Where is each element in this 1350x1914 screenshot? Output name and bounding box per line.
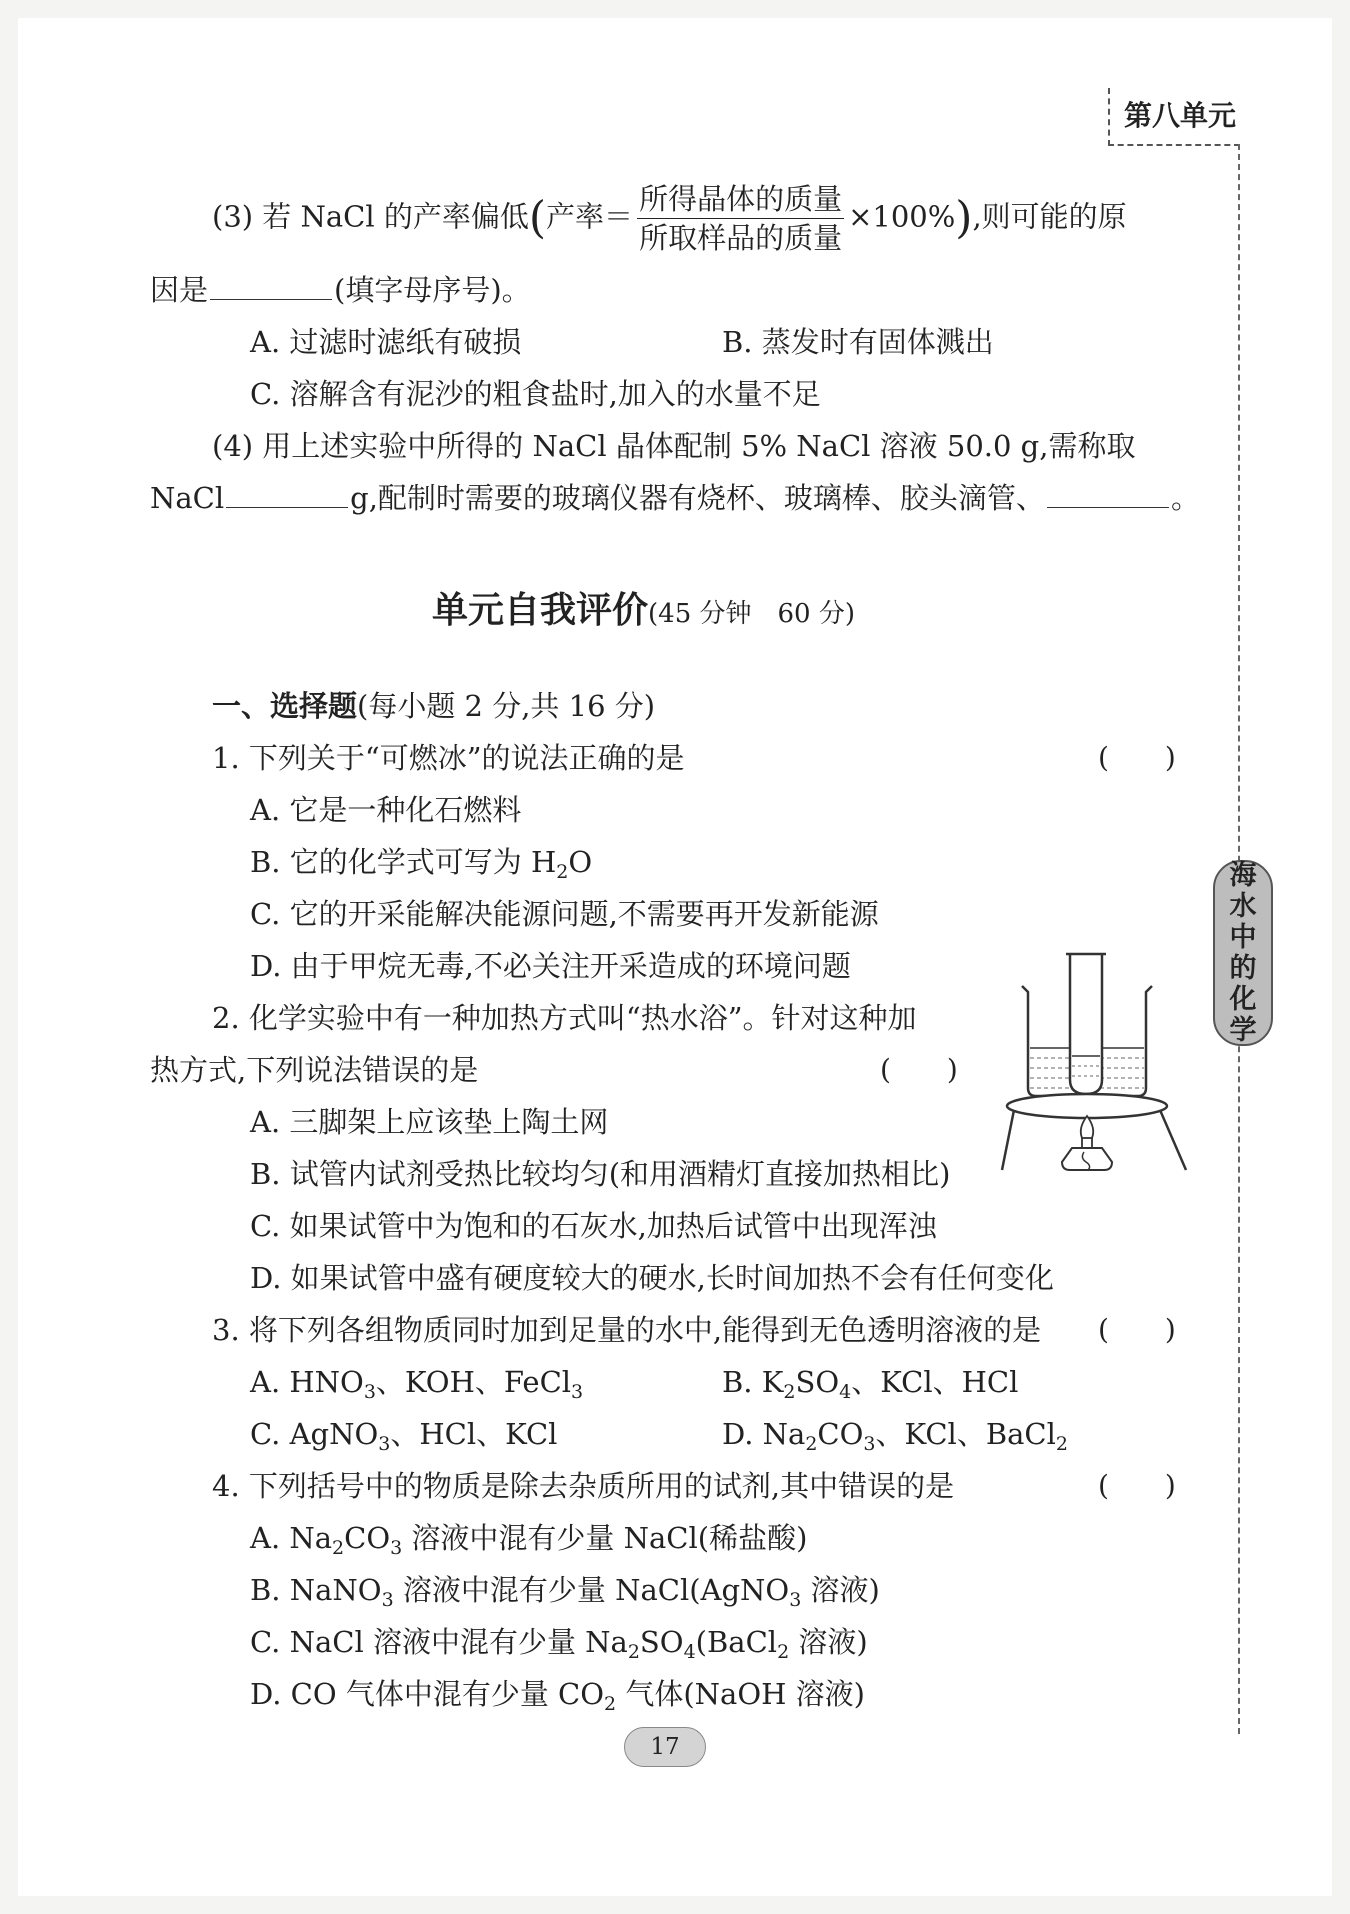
subscript: 2 [783, 1381, 796, 1403]
answer-bracket[interactable]: ( ) [1098, 1313, 1176, 1346]
q3-option-a: A. 过滤时滤纸有破损 [250, 325, 522, 359]
q1-option-c: C. 它的开采能解决能源问题,不需要再开发新能源 [250, 897, 879, 931]
q3-line2-prefix: 因是 [150, 273, 209, 307]
q3-line1 [212, 180, 1127, 257]
subscript: 3 [863, 1433, 876, 1455]
formula-part: 溶液) [801, 1573, 880, 1607]
subscript: 3 [378, 1433, 391, 1455]
side-tab-char: 学 [1229, 1015, 1257, 1046]
answer-bracket[interactable]: ( ) [1098, 741, 1176, 774]
page-number: 17 [624, 1727, 706, 1767]
subscript: 2 [332, 1537, 345, 1559]
formula-part: C. AgNO [250, 1417, 379, 1451]
q4-line2-middle: g,配制时需要的玻璃仪器有烧杯、玻璃棒、胶头滴管、 [350, 481, 1045, 515]
fraction-numerator: 所得晶体的质量 [637, 180, 844, 219]
yield-fraction [637, 180, 844, 257]
q4-line2 [150, 478, 1200, 518]
q3-line2-suffix: (填字母序号)。 [334, 273, 531, 307]
answer-blank[interactable] [210, 273, 332, 300]
q3mc-stem: 3. 将下列各组物质同时加到足量的水中,能得到无色透明溶液的是 [212, 1313, 1042, 1347]
side-tab-char: 海 [1229, 860, 1257, 891]
side-tab-char: 化 [1229, 984, 1257, 1015]
q3-option-b: B. 蒸发时有固体溅出 [722, 325, 994, 359]
section-title: 单元自我评价 [432, 590, 649, 631]
part1-title-text: 一、选择题 [212, 689, 358, 723]
subscript: 2 [777, 1641, 790, 1663]
q2-option-c: C. 如果试管中为饱和的石灰水,加热后试管中出现浑浊 [250, 1209, 937, 1243]
q2-stem-line2: 热方式,下列说法错误的是 [150, 1053, 479, 1087]
q4mc-option-a [250, 1518, 807, 1558]
subscript: 3 [390, 1537, 403, 1559]
subscript: 4 [839, 1381, 852, 1403]
q3-paren-open: ( [528, 192, 547, 244]
formula-part: B. NaNO [250, 1573, 382, 1607]
answer-bracket[interactable]: ( ) [880, 1053, 958, 1086]
q1-stem: 1. 下列关于“可燃冰”的说法正确的是 [212, 741, 685, 775]
q3-times: ×100% [848, 199, 956, 234]
q1-b-suffix: O [568, 845, 593, 879]
formula-part: (BaCl [695, 1625, 778, 1659]
q2-stem-line1: 2. 化学实验中有一种加热方式叫“热水浴”。针对这种加 [212, 1001, 917, 1035]
subscript: 3 [381, 1589, 394, 1611]
q3-paren-close: ) [955, 192, 973, 244]
formula-part: 、KCl、HCl [851, 1365, 1019, 1399]
part1-title [212, 686, 655, 726]
q3-option-c: C. 溶解含有泥沙的粗食盐时,加入的水量不足 [250, 377, 821, 411]
q1-b-prefix: B. 它的化学式可写为 H [250, 845, 557, 879]
subscript: 3 [571, 1381, 584, 1403]
answer-blank[interactable] [226, 481, 348, 508]
q4-line2-suffix: 。 [1170, 481, 1200, 515]
formula-part: SO [639, 1625, 684, 1659]
formula-part: SO [795, 1365, 840, 1399]
q3mc-option-d [722, 1414, 1068, 1454]
subscript: 3 [789, 1589, 802, 1611]
q1-option-a: A. 它是一种化石燃料 [250, 793, 522, 827]
formula-part: 、KCl、BaCl [875, 1417, 1056, 1451]
water-bath-diagram [1000, 948, 1190, 1178]
formula-part: 溶液中混有少量 NaCl(AgNO [393, 1573, 790, 1607]
subscript: 2 [604, 1693, 617, 1715]
q3mc-option-a [250, 1362, 583, 1402]
formula-part: A. HNO [250, 1365, 364, 1399]
side-tab-char: 的 [1229, 953, 1257, 984]
answer-blank[interactable] [1047, 481, 1169, 508]
formula-part: D. Na [722, 1417, 806, 1451]
q4-line1: (4) 用上述实验中所得的 NaCl 晶体配制 5% NaCl 溶液 50.0 g,需称取 [212, 429, 1136, 463]
subscript: 4 [683, 1641, 696, 1663]
unit-label: 第八单元 [1124, 99, 1237, 132]
q3-line2 [150, 270, 531, 310]
q4mc-option-b [250, 1570, 880, 1610]
formula-part: 溶液中混有少量 NaCl(稀盐酸) [402, 1521, 808, 1555]
fraction-denominator: 所取样品的质量 [639, 221, 843, 255]
q2-option-b: B. 试管内试剂受热比较均匀(和用酒精灯直接加热相比) [250, 1157, 951, 1191]
q1-option-b [250, 842, 592, 882]
q3-rate-label: 产率＝ [546, 199, 634, 234]
q2-option-a: A. 三脚架上应该垫上陶土网 [250, 1105, 609, 1139]
subscript: 3 [363, 1381, 376, 1403]
subscript: 2 [805, 1433, 818, 1455]
formula-part: D. CO 气体中混有少量 CO [250, 1677, 605, 1711]
q3-suffix: ,则可能的原 [972, 199, 1127, 234]
q3-prefix: (3) 若 NaCl 的产率偏低 [212, 199, 529, 234]
section-heading [432, 582, 855, 633]
formula-part: 、KOH、FeCl [375, 1365, 572, 1399]
q4mc-stem: 4. 下列括号中的物质是除去杂质所用的试剂,其中错误的是 [212, 1469, 955, 1503]
formula-part: A. Na [250, 1521, 333, 1555]
part1-meta: (每小题 2 分,共 16 分) [357, 689, 656, 723]
q3mc-option-b [722, 1362, 1018, 1402]
side-tab-char: 水 [1229, 891, 1257, 922]
formula-part: 气体(NaOH 溶液) [616, 1677, 865, 1711]
q2-option-d: D. 如果试管中盛有硬度较大的硬水,长时间加热不会有任何变化 [250, 1261, 1054, 1295]
subscript: 2 [556, 861, 569, 883]
formula-part: 溶液) [789, 1625, 868, 1659]
side-tab-char: 中 [1229, 922, 1257, 953]
q3mc-option-c [250, 1414, 557, 1454]
subscript: 2 [1055, 1433, 1068, 1455]
formula-part: C. NaCl 溶液中混有少量 Na [250, 1625, 628, 1659]
section-meta: (45 分钟 60 分) [648, 599, 856, 629]
answer-bracket[interactable]: ( ) [1098, 1469, 1176, 1502]
unit-header [1108, 88, 1240, 146]
q1-option-d: D. 由于甲烷无毒,不必关注开采造成的环境问题 [250, 949, 851, 983]
formula-part: CO [817, 1417, 864, 1451]
formula-part: B. K [722, 1365, 784, 1399]
q4-line2-prefix: NaCl [150, 481, 225, 515]
side-tab [1213, 860, 1273, 1046]
q4mc-option-d [250, 1674, 865, 1714]
subscript: 2 [627, 1641, 640, 1663]
formula-part: CO [344, 1521, 391, 1555]
q4mc-option-c [250, 1622, 868, 1662]
formula-part: 、HCl、KCl [390, 1417, 558, 1451]
